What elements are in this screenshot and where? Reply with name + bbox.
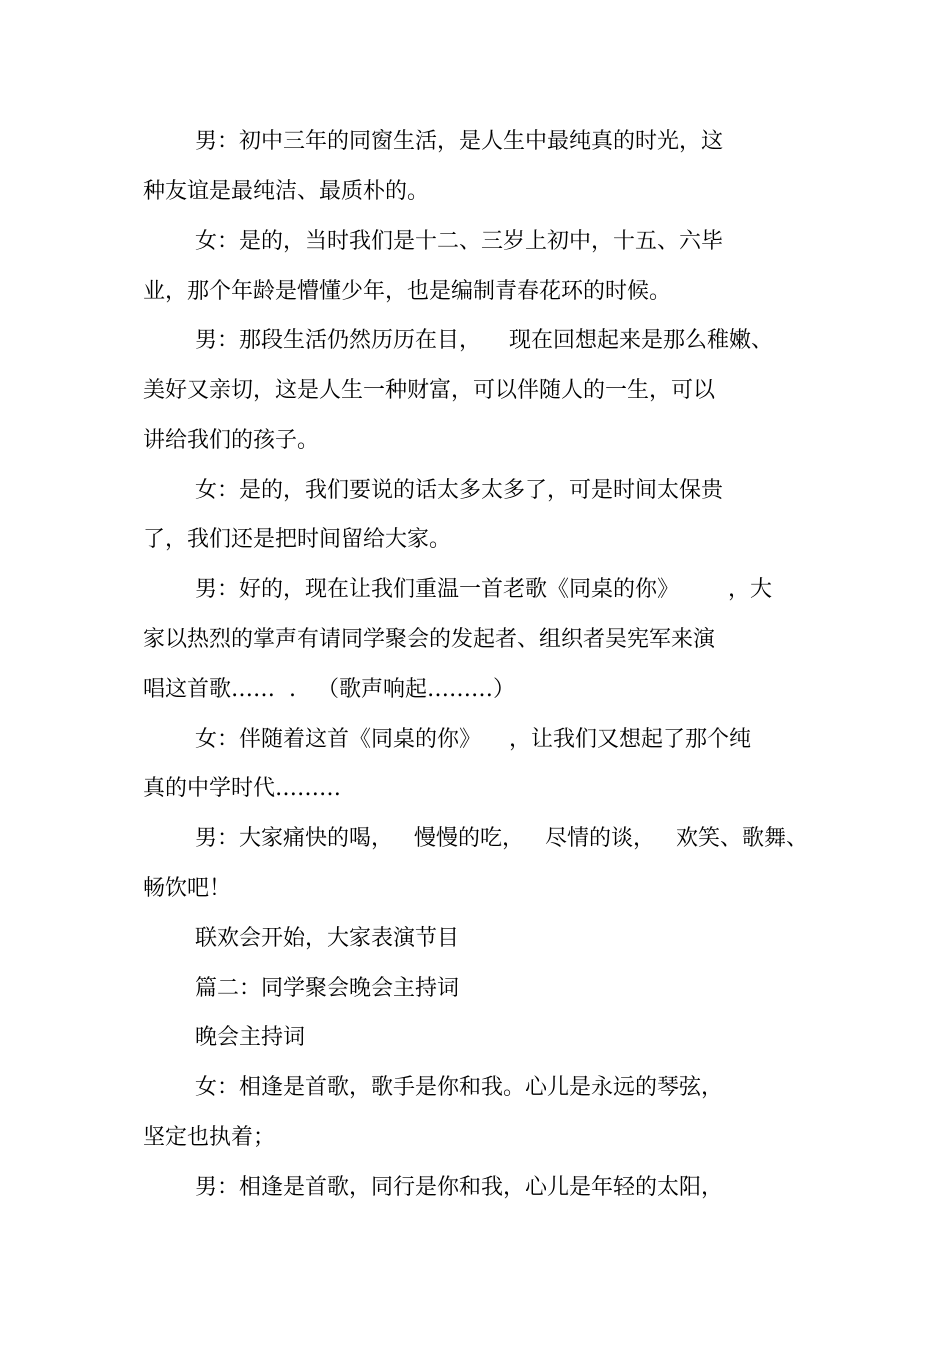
paragraph-line-11: 家以热烈的掌声有请同学聚会的发起者、组织者吴宪军来演 xyxy=(143,627,716,652)
paragraph-line-2: 种友谊是最纯洁、最质朴的。 xyxy=(143,179,430,204)
paragraph-line-6: 美好又亲切，这是人生一种财富，可以伴随人的一生，可以 xyxy=(143,378,716,403)
paragraph-line-8: 女：是的，我们要说的话太多太多了，可是时间太保贵 xyxy=(195,478,724,503)
paragraph-line-15: 男：大家痛快的喝， 慢慢的吃， 尽情的谈， 欢笑、歌舞、 xyxy=(195,826,808,851)
paragraph-line-17: 联欢会开始，大家表演节目 xyxy=(195,926,460,951)
paragraph-line-1: 男：初中三年的同窗生活，是人生中最纯真的时光，这 xyxy=(195,129,724,154)
paragraph-line-20: 女：相逢是首歌，歌手是你和我。心儿是永远的琴弦， xyxy=(195,1075,724,1100)
paragraph-line-22: 男：相逢是首歌，同行是你和我，心儿是年轻的太阳， xyxy=(195,1175,724,1200)
paragraph-line-9: 了，我们还是把时间留给大家。 xyxy=(143,527,452,552)
paragraph-line-14: 真的中学时代……… xyxy=(143,776,342,801)
paragraph-line-10: 男：好的，现在让我们重温一首老歌《同桌的你》 ，大 xyxy=(195,577,772,602)
section-heading: 篇二：同学聚会晚会主持词 xyxy=(195,976,460,1001)
paragraph-line-21: 坚定也执着； xyxy=(143,1125,276,1150)
paragraph-line-12: 唱这首歌…… . （歌声响起………） xyxy=(143,677,515,702)
paragraph-line-13: 女：伴随着这首《同桌的你》 ，让我们又想起了那个纯 xyxy=(195,727,751,752)
paragraph-line-16: 畅饮吧！ xyxy=(143,876,232,901)
paragraph-line-3: 女：是的，当时我们是十二、三岁上初中，十五、六毕 xyxy=(195,229,724,254)
paragraph-line-7: 讲给我们的孩子。 xyxy=(143,428,320,453)
paragraph-line-4: 业，那个年龄是懵懂少年，也是编制青春花环的时候。 xyxy=(143,279,672,304)
paragraph-line-5: 男：那段生活仍然历历在目， 现在回想起来是那么稚嫩、 xyxy=(195,328,773,353)
subsection-heading: 晚会主持词 xyxy=(195,1025,306,1050)
